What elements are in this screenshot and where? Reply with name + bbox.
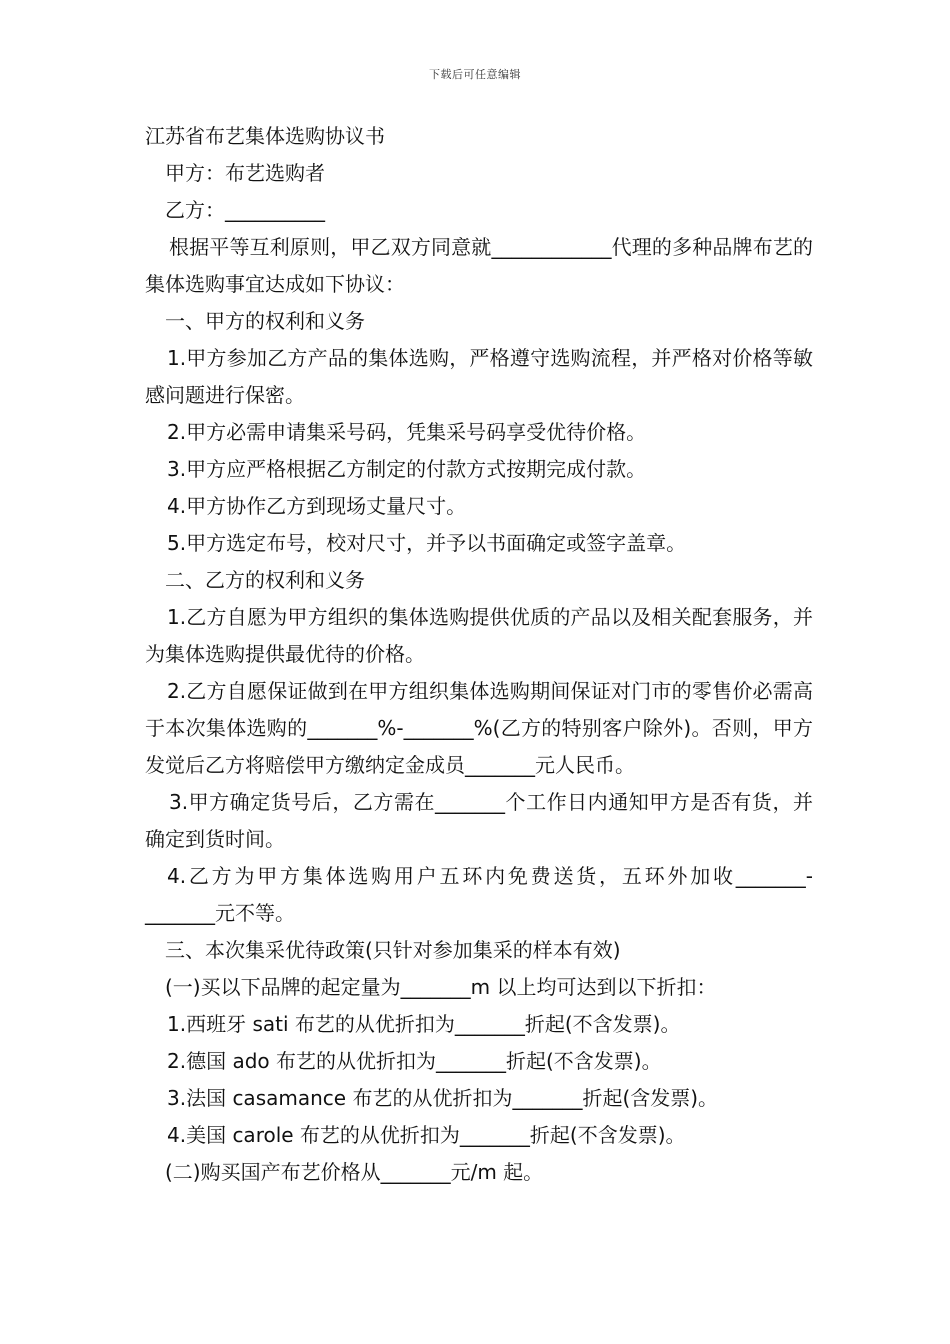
document-title: 江苏省布艺集体选购协议书 (145, 124, 385, 148)
section-3-item: 4.美国 carole 布艺的从优折扣为_______折起(不含发票)。 (167, 1123, 686, 1147)
section-1-item: 5.甲方选定布号，校对尺寸，并予以书面确定或签字盖章。 (167, 531, 687, 555)
party-b-line: 乙方：__________ (165, 198, 325, 222)
section-1-item: 4.甲方协作乙方到现场丈量尺寸。 (167, 494, 467, 518)
section-2-item: 3.甲方确定货号后，乙方需在_______个工作日内通知甲方是否有货，并确定到货时间。 (145, 790, 813, 851)
section-3-item: 1.西班牙 sati 布艺的从优折扣为_______折起(不含发票)。 (167, 1012, 681, 1036)
section-1-item: 1.甲方参加乙方产品的集体选购，严格遵守选购流程，并严格对价格等敏感问题进行保密。 (145, 346, 813, 407)
section-3-heading: 三、本次集采优待政策(只针对参加集采的样本有效) (165, 938, 621, 962)
page-header-note: 下载后可任意编辑 (429, 68, 521, 81)
section-3-subheading: (一)买以下品牌的起定量为_______m 以上均可达到以下折扣： (165, 975, 717, 999)
section-2-item: 2.乙方自愿保证做到在甲方组织集体选购期间保证对门市的零售价必需高于本次集体选购的_______%-_______%(乙方的特别客户除外)。否则，甲方发觉后乙方将赔偿甲方缴纳定金成员_______元人民币。 (145, 679, 813, 777)
section-1-item: 3.甲方应严格根据乙方制定的付款方式按期完成付款。 (167, 457, 647, 481)
section-3-item: 3.法国 casamance 布艺的从优折扣为_______折起(含发票)。 (167, 1086, 719, 1110)
section-2-item: 1.乙方自愿为甲方组织的集体选购提供优质的产品以及相关配套服务，并为集体选购提供最优待的价格。 (145, 605, 813, 666)
section-3-subheading: (二)购买国产布艺价格从_______元/m 起。 (165, 1160, 544, 1184)
intro-paragraph: 根据平等互利原则，甲乙双方同意就____________代理的多种品牌布艺的集体选购事宜达成如下协议： (145, 235, 813, 296)
party-a-line: 甲方：布艺选购者 (165, 161, 325, 185)
section-1-item: 2.甲方必需申请集采号码，凭集采号码享受优待价格。 (167, 420, 647, 444)
section-2-item: 4.乙方为甲方集体选购用户五环内免费送货，五环外加收_______-_______元不等。 (145, 864, 813, 925)
section-2-heading: 二、乙方的权利和义务 (165, 568, 365, 592)
section-1-heading: 一、甲方的权利和义务 (165, 309, 365, 333)
document-body (145, 118, 813, 1191)
section-3-item: 2.德国 ado 布艺的从优折扣为_______折起(不含发票)。 (167, 1049, 662, 1073)
